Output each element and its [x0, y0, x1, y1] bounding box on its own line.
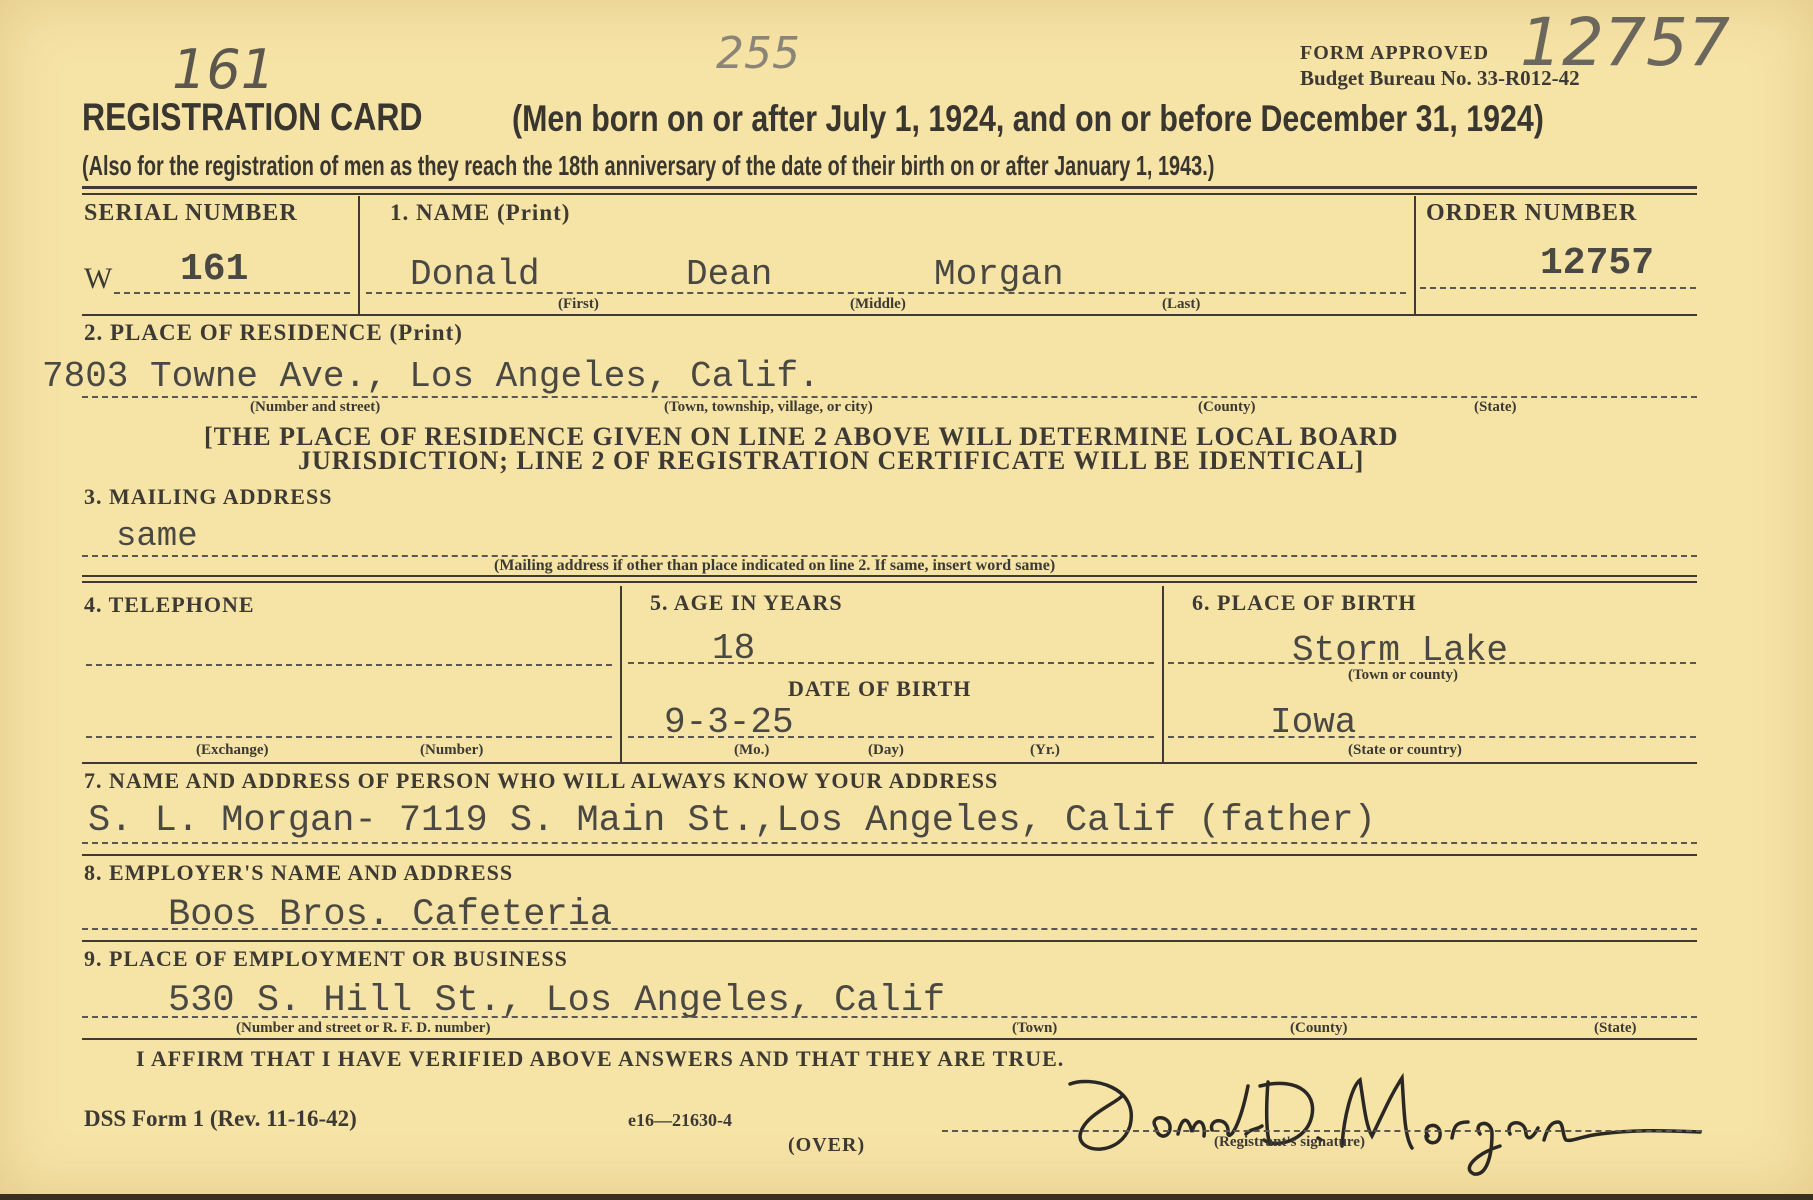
- contact-value: S. L. Morgan- 7119 S. Main St.,Los Angeles, Calif (father): [88, 800, 1376, 842]
- dob-year-caption: (Yr.): [1030, 742, 1060, 758]
- annotation-top-center: 255: [716, 28, 800, 79]
- mailing-caption: (Mailing address if other than place indicated on line 2. If same, insert word same): [494, 557, 1056, 574]
- card-scope: (Men born on or after July 1, 1924, and on or before December 31, 1924): [512, 98, 1544, 139]
- telephone-number-caption: (Number): [420, 742, 484, 758]
- card-note: (Also for the registration of men as they reach the 18th anniversary of the date of their birth on or after January 1, 1943.): [82, 150, 1215, 181]
- print-code: e16—21630-4: [628, 1110, 732, 1130]
- scan-bottom-edge: [0, 1194, 1813, 1200]
- dob-month-caption: (Mo.): [734, 742, 770, 758]
- residence-street-caption: (Number and street): [250, 399, 381, 415]
- form-approved: FORM APPROVED: [1300, 42, 1490, 64]
- name-first: Donald: [410, 254, 540, 295]
- residence-state-caption: (State): [1474, 399, 1517, 415]
- form-id: DSS Form 1 (Rev. 11-16-42): [84, 1106, 357, 1131]
- employment-value: 530 S. Hill St., Los Angeles, Calif: [168, 980, 946, 1022]
- registrant-signature: [1060, 1056, 1710, 1186]
- serial-number-label: SERIAL NUMBER: [84, 200, 298, 226]
- name-middle-caption: (Middle): [850, 296, 906, 312]
- annotation-top-left: 161: [172, 38, 276, 101]
- affirmation-statement: I AFFIRM THAT I HAVE VERIFIED ABOVE ANSWERS AND THAT THEY ARE TRUE.: [136, 1046, 1065, 1071]
- card-title: REGISTRATION CARD: [82, 96, 423, 139]
- name-last-caption: (Last): [1162, 296, 1201, 312]
- employer-label: 8. EMPLOYER'S NAME AND ADDRESS: [84, 860, 514, 885]
- order-number-label: ORDER NUMBER: [1426, 200, 1638, 226]
- birthplace-label: 6. PLACE OF BIRTH: [1192, 590, 1417, 615]
- employment-county-caption: (County): [1290, 1020, 1348, 1036]
- budget-bureau-number: Budget Bureau No. 33-R012-42: [1300, 66, 1580, 90]
- date-of-birth-label: DATE OF BIRTH: [788, 676, 972, 701]
- dob-day-caption: (Day): [868, 742, 904, 758]
- employment-street-caption: (Number and street or R. F. D. number): [236, 1020, 491, 1036]
- birthplace-state-caption: (State or country): [1348, 742, 1462, 758]
- employer-value: Boos Bros. Cafeteria: [168, 894, 613, 936]
- residence-notice-line2: JURISDICTION; LINE 2 OF REGISTRATION CERTIFICATE WILL BE IDENTICAL]: [298, 446, 1365, 475]
- header-rule: [82, 186, 1697, 189]
- name-first-caption: (First): [558, 296, 599, 312]
- telephone-label: 4. TELEPHONE: [84, 592, 255, 617]
- serial-number-value: 161: [180, 248, 249, 291]
- serial-prefix: W: [84, 262, 114, 295]
- order-number-value: 12757: [1540, 242, 1655, 285]
- birthplace-town-caption: (Town or county): [1348, 667, 1459, 683]
- mailing-value: same: [116, 518, 198, 556]
- residence-label: 2. PLACE OF RESIDENCE (Print): [84, 320, 463, 345]
- birthplace-state: Iowa: [1270, 702, 1357, 743]
- employment-state-caption: (State): [1594, 1020, 1637, 1036]
- name-last: Morgan: [934, 254, 1064, 295]
- mailing-label: 3. MAILING ADDRESS: [84, 484, 333, 509]
- employment-label: 9. PLACE OF EMPLOYMENT OR BUSINESS: [84, 946, 568, 971]
- name-label: 1. NAME (Print): [390, 200, 571, 225]
- over-notice: (OVER): [788, 1134, 866, 1156]
- age-value: 18: [712, 628, 756, 669]
- residence-notice-line1: [THE PLACE OF RESIDENCE GIVEN ON LINE 2 ABOVE WILL DETERMINE LOCAL BOARD: [204, 422, 1399, 451]
- residence-county-caption: (County): [1198, 399, 1256, 415]
- signature-caption: (Registrant's signature): [1214, 1134, 1365, 1150]
- date-of-birth-value: 9-3-25: [664, 702, 794, 743]
- annotation-top-right: 12757: [1520, 4, 1730, 81]
- telephone-exchange-caption: (Exchange): [196, 742, 269, 758]
- contact-label: 7. NAME AND ADDRESS OF PERSON WHO WILL ALWAYS KNOW YOUR ADDRESS: [84, 768, 999, 793]
- residence-value: 7803 Towne Ave., Los Angeles, Calif.: [42, 356, 820, 397]
- name-middle: Dean: [686, 254, 773, 295]
- header-rule-2: [82, 193, 1697, 195]
- employment-town-caption: (Town): [1012, 1020, 1058, 1036]
- age-label: 5. AGE IN YEARS: [650, 590, 843, 615]
- residence-town-caption: (Town, township, village, or city): [664, 399, 873, 415]
- birthplace-town: Storm Lake: [1292, 630, 1509, 671]
